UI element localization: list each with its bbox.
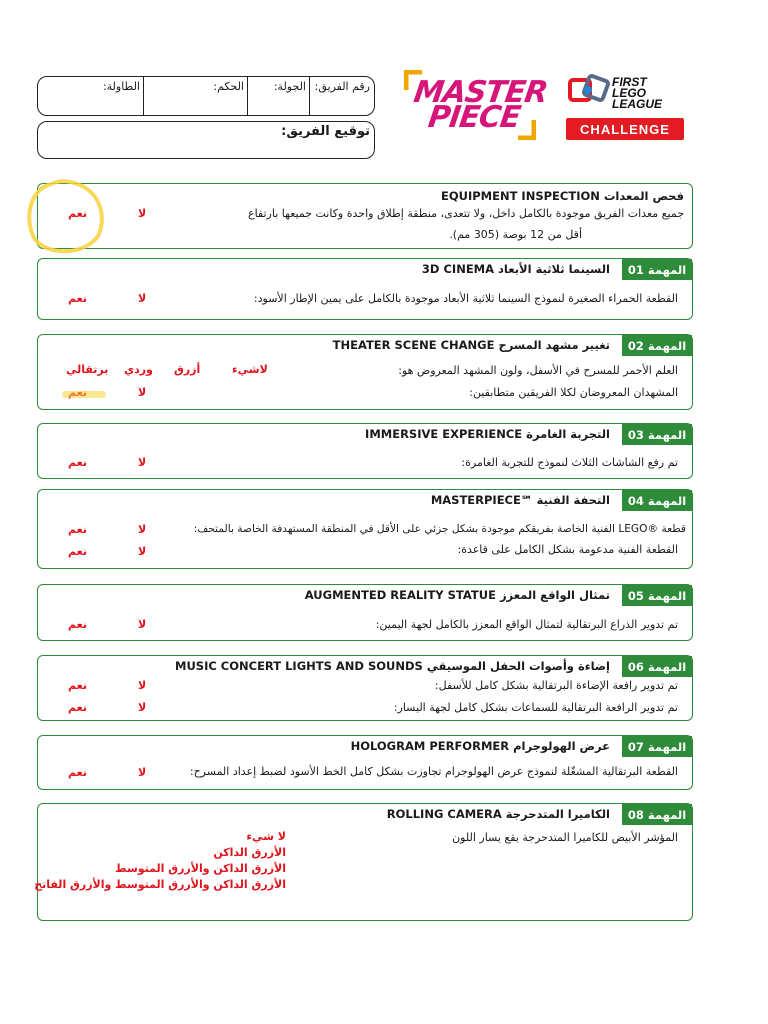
team-number-label: رقم الفريق: (314, 80, 370, 93)
option-nothing[interactable]: لاشيء (232, 363, 268, 376)
challenge-banner: CHALLENGE (566, 118, 684, 140)
section-title: 3D CINEMA السينما ثلاثية الأبعاد (421, 262, 610, 276)
description-line: القطعة الفنية مدعومة بشكل الكامل على قاعدة: (457, 543, 678, 556)
no-option[interactable]: لا (138, 545, 147, 558)
description-line: تم تدوير رافعة الإضاءة البرتقالية بشكل كامل للأسفل: (434, 679, 678, 692)
divider (247, 77, 249, 115)
yes-option[interactable]: نعم (68, 766, 87, 779)
description-line: تم تدوير الذراع البرتقالية لتمثال الواقع المعزز بالكامل لجهة اليمين: (375, 618, 678, 631)
mission-01-section (37, 258, 693, 320)
camera-option[interactable]: الأزرق الداكن والأزرق المتوسط (115, 862, 286, 875)
round-field[interactable] (273, 77, 306, 115)
team-signature-label: توقيع الفريق: (281, 124, 370, 139)
no-option[interactable]: لا (138, 679, 147, 692)
section-title: MUSIC CONCERT LIGHTS AND SOUNDS إضاءة وأصوات الحفل الموسيقي (175, 659, 610, 673)
no-option[interactable]: لا (138, 523, 147, 536)
table-label: الطاولة: (102, 80, 140, 93)
mission-02-section (37, 334, 693, 410)
description-line: العلم الأحمر للمسرح في الأسفل، ولون المشهد المعروض هو: (398, 364, 678, 377)
camera-option[interactable]: الأزرق الداكن والأزرق المتوسط والأزرق الفاتح (34, 878, 286, 891)
no-option[interactable]: لا (138, 766, 147, 779)
camera-option[interactable]: الأزرق الداكن (213, 846, 286, 859)
mission-07-section (37, 735, 693, 790)
team-number-field[interactable] (312, 77, 370, 115)
referee-label: الحكم: (213, 80, 244, 93)
yes-option[interactable]: نعم (68, 292, 87, 305)
section-title: MASTERPIECE℠ التحفة الفنية (430, 493, 610, 507)
description-line: القطعة البرتقالية المشغّلة لنموذج عرض الهولوجرام تجاوزت بشكل كامل الخط الأسود لضبط إعداد المسرح: (189, 765, 678, 778)
first-lego-league-logo (566, 74, 686, 140)
description-line: تم رفع الشاشات الثلاث لنموذج للتجربة الغامرة: (461, 456, 678, 469)
section-title: HOLOGRAM PERFORMER عرض الهولوجرام (350, 739, 610, 753)
yes-option[interactable]: نعم (68, 701, 87, 714)
divider (309, 77, 311, 115)
equipment-inspection-section (37, 183, 693, 249)
section-title: ROLLING CAMERA الكاميرا المتدحرجة (386, 807, 610, 821)
mission-badge: المهمة 02 (622, 335, 692, 356)
section-title: AUGMENTED REALITY STATUE تمثال الواقع المعزز (304, 588, 610, 602)
camera-options-list (26, 830, 286, 894)
no-option[interactable]: لا (138, 386, 147, 399)
camera-option[interactable]: لا شيء (246, 830, 286, 843)
handwritten-highlight-mark (62, 391, 106, 398)
fll-league-text: LEAGUE (612, 97, 663, 111)
yes-option[interactable]: نعم (68, 618, 87, 631)
handwritten-circle-mark (22, 178, 106, 258)
masterpiece-line1: MASTER (411, 75, 550, 110)
team-signature-box[interactable] (37, 121, 375, 159)
table-field[interactable] (50, 77, 140, 115)
section-title: THEATER SCENE CHANGE تغيير مشهد المسرح (332, 338, 610, 352)
description-line: جميع معدات الفريق موجودة بالكامل داخل، ولا تتعدى، منطقة إطلاق واحدة وكانت جميعها بارتفاع (248, 207, 684, 220)
mission-03-section (37, 423, 693, 479)
mission-05-section (37, 584, 693, 641)
divider (143, 77, 145, 115)
description-line: المؤشر الأبيض للكاميرا المتدحرجة يقع يسار اللون (452, 831, 678, 844)
fll-first-text: FIRST (612, 75, 647, 89)
yes-option[interactable]: نعم (68, 545, 87, 558)
mission-04-section (37, 489, 693, 569)
description-line: أقل من 12 بوصة (305 مم). (449, 228, 582, 241)
option-pink[interactable]: وردي (124, 363, 153, 376)
fll-mark-icon (568, 74, 610, 110)
no-option[interactable]: لا (138, 207, 147, 220)
no-option[interactable]: لا (138, 292, 147, 305)
masterpiece-line2: PIECE (426, 100, 523, 135)
round-label: الجولة: (273, 80, 306, 93)
yes-option[interactable]: نعم (68, 679, 87, 692)
no-option[interactable]: لا (138, 618, 147, 631)
mission-badge: المهمة 08 (622, 804, 692, 825)
no-option[interactable]: لا (138, 456, 147, 469)
mission-06-section (37, 655, 693, 721)
no-option[interactable]: لا (138, 701, 147, 714)
mission-badge: المهمة 04 (622, 490, 692, 511)
mission-badge: المهمة 06 (622, 656, 692, 677)
mission-08-section (34, 803, 693, 921)
mission-badge: المهمة 07 (622, 736, 692, 757)
description-line: المشهدان المعروضان لكلا الفريقين متطابقين: (469, 386, 678, 399)
section-title: IMMERSIVE EXPERIENCE التجربة الغامرة (365, 427, 610, 441)
yes-option[interactable]: نعم (68, 456, 87, 469)
masterpiece-logo (404, 70, 550, 140)
fll-lego-text: LEGO (612, 86, 647, 100)
score-header-box (37, 76, 375, 116)
mission-badge: المهمة 05 (622, 585, 692, 606)
mission-badge: المهمة 01 (622, 259, 692, 280)
referee-field[interactable] (184, 77, 244, 115)
description-line: القطعة الحمراء الصغيرة لنموذج السينما ثلاثية الأبعاد موجودة بالكامل على يمين الإطار الأسود: (253, 292, 678, 305)
option-orange[interactable]: برتقالي (66, 363, 109, 376)
description-line: تم تدوير الرافعة البرتقالية للسماعات بشكل كامل لجهة اليسار: (393, 701, 678, 714)
yes-option[interactable]: نعم (68, 207, 87, 220)
option-blue[interactable]: أزرق (174, 363, 201, 376)
description-line: قطعة ®LEGO الفنية الخاصة بفريقكم موجودة بشكل جزئي على الأقل في المنطقة المستهدفة الخاصة بالمتحف: (193, 523, 686, 535)
mission-badge: المهمة 03 (622, 424, 692, 445)
yes-option[interactable]: نعم (68, 523, 87, 536)
section-title: EQUIPMENT INSPECTION فحص المعدات (440, 189, 684, 203)
